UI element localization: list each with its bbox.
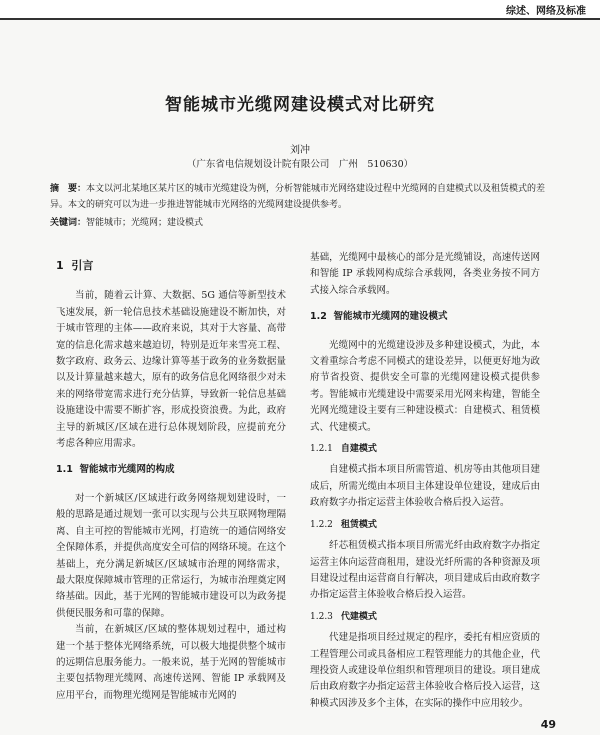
- section-heading-introduction: [56, 258, 286, 274]
- abstract-text: 本文以河北某地区某片区的城市光缆建设为例，分析智能城市光网络建设过程中光缆网的自建模式以及租赁模式的差异。本文的研究可以为进一步推进智能城市光网络的光缆网建设提供参考。: [50, 184, 546, 210]
- right-column: [310, 250, 540, 712]
- subsection-number: 1.2: [310, 311, 327, 323]
- subsubsection-heading-self-build: [310, 441, 540, 457]
- keywords-label: 关键词：: [50, 218, 87, 228]
- subsubsection-number: 1.2.1: [310, 444, 333, 455]
- subsection-heading-composition: [56, 462, 286, 478]
- left-column: [56, 250, 286, 704]
- author-name: 刘冲: [290, 145, 310, 156]
- abstract: [50, 182, 550, 213]
- section-title: 引言: [71, 259, 94, 272]
- subsubsection-number: 1.2.3: [310, 611, 333, 622]
- running-header: [0, 0, 600, 20]
- keywords: [50, 216, 550, 231]
- subsubsection-title: 代建模式: [340, 611, 377, 622]
- subsection-title: 智能城市光缆网的构成: [79, 464, 175, 476]
- subsubsection-heading-lease: [310, 517, 540, 533]
- subsection-title: 智能城市光缆网的建设模式: [333, 311, 448, 323]
- paragraph: 自建模式指本项目所需管道、机房等由其他项目建成后，所需光缆由本项目主体建设单位建设，建成后由政府数字办指定运营主体验收合格后投入运营。: [310, 464, 540, 509]
- keywords-text: 智能城市；光缆网；建设模式: [86, 218, 204, 228]
- author-affiliation: （广东省电信规划设计院有限公司 广州 510630）: [186, 159, 414, 170]
- subsection-heading-build-modes: [310, 309, 540, 325]
- paragraph: 纤芯租赁模式指本项目所需光纤由政府数字办指定运营主体向运营商租用，建设光纤所需的各种资源及项目建设过程由运营商自行解决，项目建成后由政府数字办指定运营主体验收合格后投入运营。: [310, 540, 540, 601]
- article-title: 智能城市光缆网建设模式对比研究: [165, 95, 435, 115]
- page-number: 49: [540, 718, 556, 731]
- paragraph: 当前，在新城区/区域的整体规划过程中，通过构建一个基于整体光网络系统，可以极大地提供整个城市的远期信息服务能力。一般来说，基于光网的智能城市主要包括物理光缆网、高速传送网、智能 IP 承载网及应用平台，而物理光缆网是智能城市光网的: [56, 624, 286, 701]
- paragraph: 当前，随着云计算、大数据、5G 通信等新型技术飞速发展，新一轮信息技术基础设施建设不断加快，对于城市管理的主体——政府来说，其对于大容量、高带宽的信息化需求越来越迫切，特别是近年来雪亮工程、数字政府、政务云、边缘计算等基于政务的业务数据量以及计算量越来越大，原有的政务信息化网络很少对未来的网络带宽需求进行充分估算，导致新一轮信息基础设施建设中需要不断扩容，形成投资浪费。为此，政府主导的新城区/区域在进行总体规划阶段，应提前充分考虑各种应用需求。: [56, 290, 286, 450]
- subsubsection-title: 自建模式: [340, 444, 377, 455]
- subsubsection-title: 租赁模式: [340, 519, 377, 530]
- paragraph: 对一个新城区/区域进行政务网络规划建设时，一般的思路是通过规划一张可以实现与公共互联网物理隔离、自主可控的智能城市光网，打造统一的通信网络安全保障体系，并提供高度安全可信的网络环境。在这个基础上，充分满足新城区/区域城市治理的网络需求，最大限度保障城市管理的正常运行，为城市治理奠定网络基础。因此，基于光网的智能城市建设可以为政务提供便民服务和可靠的保障。: [56, 492, 286, 619]
- subsubsection-heading-agent-build: [310, 609, 540, 625]
- paragraph: 基础，光缆网中最核心的部分是光缆铺设，高速传送网和智能 IP 承载网构成综合承载网，各类业务按不同方式接入综合承载网。: [310, 252, 540, 296]
- paragraph: 代建是指项目经过规定的程序，委托有相应资质的工程管理公司或具备相应工程管理能力的其他企业，代理投资人或建设单位组织和管理项目的建设。项目建成后由政府数字办指定运营主体验收合格后投入运营，这种模式因涉及多个主体，在实际的操作中应用较少。: [310, 632, 540, 709]
- section-number: 1: [56, 259, 64, 272]
- subsection-number: 1.1: [56, 464, 73, 476]
- paragraph: 光缆网中的光缆建设涉及多种建设模式，为此，本文着重综合考虑不同模式的建设差异，以便更好地为政府节省投资、提供安全可靠的光缆网建设模式提供参考。智能城市光缆建设中需要采用光网来构建，智能全光网光缆建设主要有三种建设模式：自建模式、租赁模式、代建模式。: [310, 339, 540, 433]
- abstract-label: 摘 要：: [50, 184, 87, 194]
- subsubsection-number: 1.2.2: [310, 519, 333, 530]
- journal-section-label: 综述、网络及标准: [506, 6, 586, 17]
